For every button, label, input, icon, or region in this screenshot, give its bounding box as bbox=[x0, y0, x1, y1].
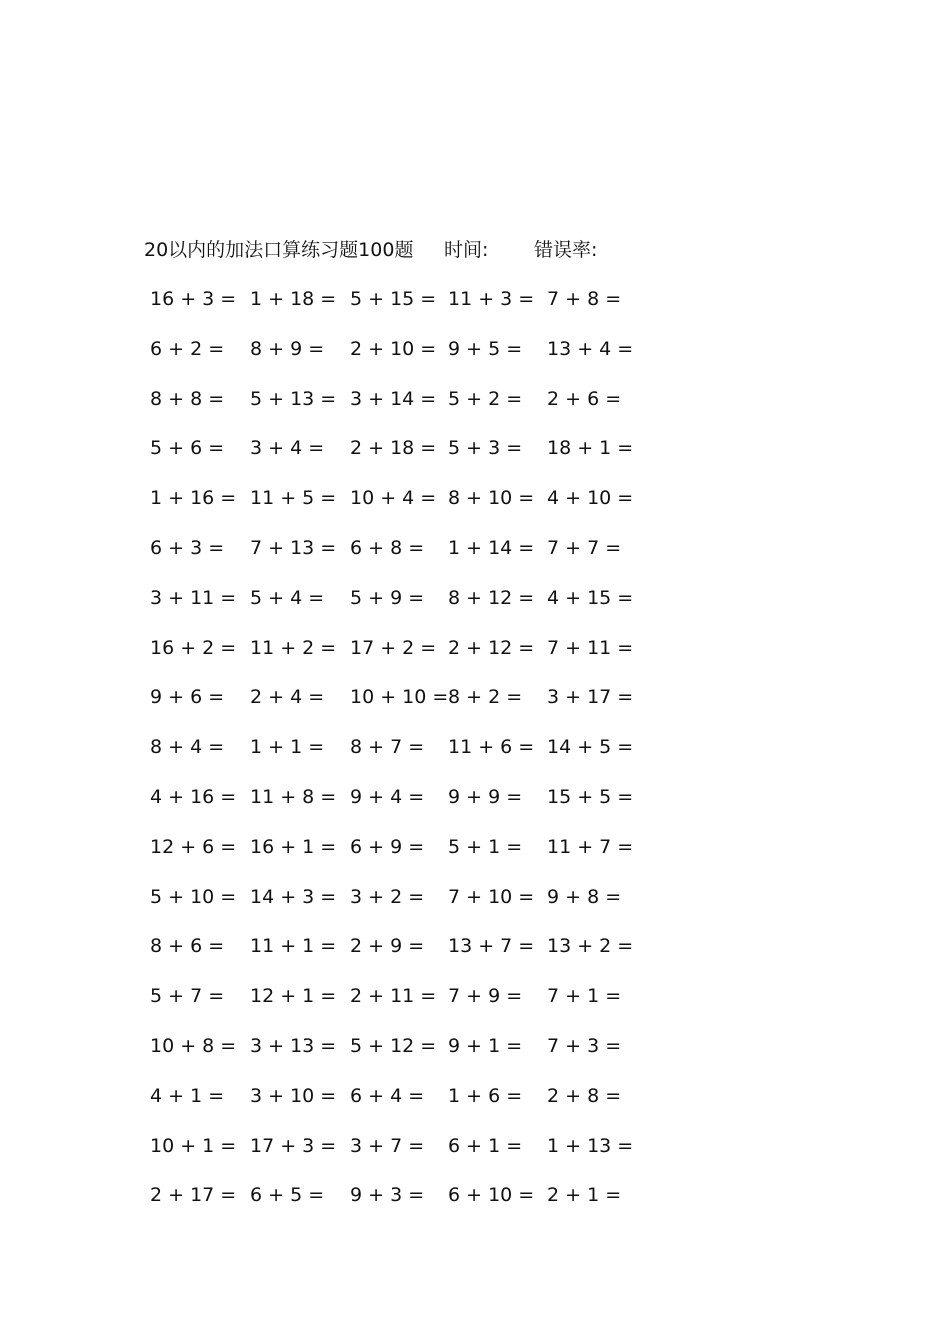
problem-item: 14 + 5 = bbox=[547, 736, 634, 759]
problem-item: 5 + 4 = bbox=[250, 586, 325, 609]
problem-item: 1 + 1 = bbox=[250, 736, 325, 759]
problem-item: 7 + 3 = bbox=[547, 1034, 622, 1057]
problem-item: 8 + 10 = bbox=[448, 487, 535, 510]
problem-row bbox=[150, 1031, 650, 1081]
problem-item: 8 + 12 = bbox=[448, 586, 535, 609]
problem-item: 2 + 18 = bbox=[350, 437, 437, 460]
problem-item: 5 + 13 = bbox=[250, 387, 337, 410]
problem-item: 2 + 11 = bbox=[350, 985, 437, 1008]
problem-row bbox=[150, 882, 650, 932]
problem-item: 10 + 10 = bbox=[350, 686, 449, 709]
problem-item: 6 + 2 = bbox=[150, 337, 225, 360]
problem-item: 1 + 16 = bbox=[150, 487, 237, 510]
problem-item: 7 + 11 = bbox=[547, 636, 634, 659]
problem-item: 2 + 1 = bbox=[547, 1184, 622, 1207]
problem-item: 4 + 1 = bbox=[150, 1084, 225, 1107]
problem-row bbox=[150, 1131, 650, 1181]
problem-item: 1 + 14 = bbox=[448, 536, 535, 559]
problem-grid bbox=[150, 284, 650, 1230]
problem-item: 5 + 1 = bbox=[448, 835, 523, 858]
problem-item: 3 + 17 = bbox=[547, 686, 634, 709]
problem-item: 4 + 16 = bbox=[150, 785, 237, 808]
problem-item: 11 + 8 = bbox=[250, 785, 337, 808]
problem-item: 2 + 9 = bbox=[350, 935, 425, 958]
problem-row bbox=[150, 483, 650, 533]
problem-item: 5 + 15 = bbox=[350, 288, 437, 310]
problem-item: 8 + 6 = bbox=[150, 935, 225, 958]
problem-item: 11 + 5 = bbox=[250, 487, 337, 510]
problem-item: 6 + 8 = bbox=[350, 536, 425, 559]
problem-item: 9 + 3 = bbox=[350, 1184, 425, 1207]
problem-row bbox=[150, 633, 650, 683]
problem-item: 8 + 4 = bbox=[150, 736, 225, 759]
problem-item: 12 + 6 = bbox=[150, 835, 237, 858]
problem-row bbox=[150, 782, 650, 832]
problem-item: 13 + 2 = bbox=[547, 935, 634, 958]
problem-item: 8 + 2 = bbox=[448, 686, 523, 709]
problem-row bbox=[150, 981, 650, 1031]
problem-item: 6 + 5 = bbox=[250, 1184, 325, 1207]
problem-item: 7 + 13 = bbox=[250, 536, 337, 559]
problem-item: 3 + 14 = bbox=[350, 387, 437, 410]
time-label: 时间: bbox=[444, 239, 489, 261]
problem-item: 5 + 2 = bbox=[448, 387, 523, 410]
problem-item: 5 + 3 = bbox=[448, 437, 523, 460]
error-rate-label: 错误率: bbox=[534, 239, 598, 261]
problem-item: 17 + 2 = bbox=[350, 636, 437, 659]
problem-item: 8 + 8 = bbox=[150, 387, 225, 410]
problem-item: 6 + 9 = bbox=[350, 835, 425, 858]
problem-item: 3 + 10 = bbox=[250, 1084, 337, 1107]
problem-item: 11 + 6 = bbox=[448, 736, 535, 759]
problem-item: 7 + 7 = bbox=[547, 536, 622, 559]
problem-item: 9 + 8 = bbox=[547, 885, 622, 908]
problem-item: 7 + 8 = bbox=[547, 288, 622, 310]
problem-item: 2 + 4 = bbox=[250, 686, 325, 709]
problem-row bbox=[150, 832, 650, 882]
problem-item: 4 + 10 = bbox=[547, 487, 634, 510]
problem-item: 5 + 9 = bbox=[350, 586, 425, 609]
problem-item: 7 + 1 = bbox=[547, 985, 622, 1008]
problem-item: 11 + 7 = bbox=[547, 835, 634, 858]
problem-item: 5 + 7 = bbox=[150, 985, 225, 1008]
problem-row bbox=[150, 284, 650, 334]
problem-row bbox=[150, 533, 650, 583]
problem-item: 2 + 6 = bbox=[547, 387, 622, 410]
problem-item: 5 + 6 = bbox=[150, 437, 225, 460]
problem-item: 8 + 7 = bbox=[350, 736, 425, 759]
problem-item: 2 + 17 = bbox=[150, 1184, 237, 1207]
problem-item: 13 + 4 = bbox=[547, 337, 634, 360]
problem-item: 6 + 10 = bbox=[448, 1184, 535, 1207]
problem-item: 11 + 3 = bbox=[448, 288, 535, 310]
problem-row bbox=[150, 1180, 650, 1230]
problem-item: 9 + 6 = bbox=[150, 686, 225, 709]
problem-item: 3 + 4 = bbox=[250, 437, 325, 460]
problem-row bbox=[150, 732, 650, 782]
problem-item: 2 + 8 = bbox=[547, 1084, 622, 1107]
problem-item: 4 + 15 = bbox=[547, 586, 634, 609]
problem-item: 15 + 5 = bbox=[547, 785, 634, 808]
problem-row bbox=[150, 433, 650, 483]
problem-item: 1 + 18 = bbox=[250, 288, 337, 310]
problem-row bbox=[150, 384, 650, 434]
problem-item: 10 + 8 = bbox=[150, 1034, 237, 1057]
problem-row bbox=[150, 1081, 650, 1131]
worksheet-header bbox=[144, 235, 664, 265]
problem-item: 6 + 3 = bbox=[150, 536, 225, 559]
problem-item: 8 + 9 = bbox=[250, 337, 325, 360]
problem-item: 14 + 3 = bbox=[250, 885, 337, 908]
problem-item: 9 + 5 = bbox=[448, 337, 523, 360]
problem-item: 3 + 2 = bbox=[350, 885, 425, 908]
problem-row bbox=[150, 334, 650, 384]
worksheet-title: 20以内的加法口算练习题100题 bbox=[144, 239, 414, 261]
problem-item: 6 + 4 = bbox=[350, 1084, 425, 1107]
problem-row bbox=[150, 583, 650, 633]
problem-item: 1 + 6 = bbox=[448, 1084, 523, 1107]
problem-item: 5 + 10 = bbox=[150, 885, 237, 908]
problem-item: 7 + 10 = bbox=[448, 885, 535, 908]
problem-item: 13 + 7 = bbox=[448, 935, 535, 958]
problem-item: 9 + 9 = bbox=[448, 785, 523, 808]
problem-item: 2 + 12 = bbox=[448, 636, 535, 659]
problem-item: 9 + 1 = bbox=[448, 1034, 523, 1057]
problem-item: 17 + 3 = bbox=[250, 1134, 337, 1157]
problem-item: 18 + 1 = bbox=[547, 437, 634, 460]
problem-item: 16 + 3 = bbox=[150, 288, 237, 310]
problem-item: 3 + 13 = bbox=[250, 1034, 337, 1057]
problem-item: 10 + 1 = bbox=[150, 1134, 237, 1157]
problem-item: 9 + 4 = bbox=[350, 785, 425, 808]
problem-item: 10 + 4 = bbox=[350, 487, 437, 510]
problem-item: 3 + 11 = bbox=[150, 586, 237, 609]
problem-item: 7 + 9 = bbox=[448, 985, 523, 1008]
problem-item: 12 + 1 = bbox=[250, 985, 337, 1008]
problem-item: 1 + 13 = bbox=[547, 1134, 634, 1157]
problem-item: 11 + 1 = bbox=[250, 935, 337, 958]
problem-row bbox=[150, 931, 650, 981]
problem-item: 3 + 7 = bbox=[350, 1134, 425, 1157]
problem-item: 5 + 12 = bbox=[350, 1034, 437, 1057]
problem-row bbox=[150, 682, 650, 732]
problem-item: 2 + 10 = bbox=[350, 337, 437, 360]
problem-item: 11 + 2 = bbox=[250, 636, 337, 659]
problem-item: 6 + 1 = bbox=[448, 1134, 523, 1157]
problem-item: 16 + 1 = bbox=[250, 835, 337, 858]
problem-item: 16 + 2 = bbox=[150, 636, 237, 659]
